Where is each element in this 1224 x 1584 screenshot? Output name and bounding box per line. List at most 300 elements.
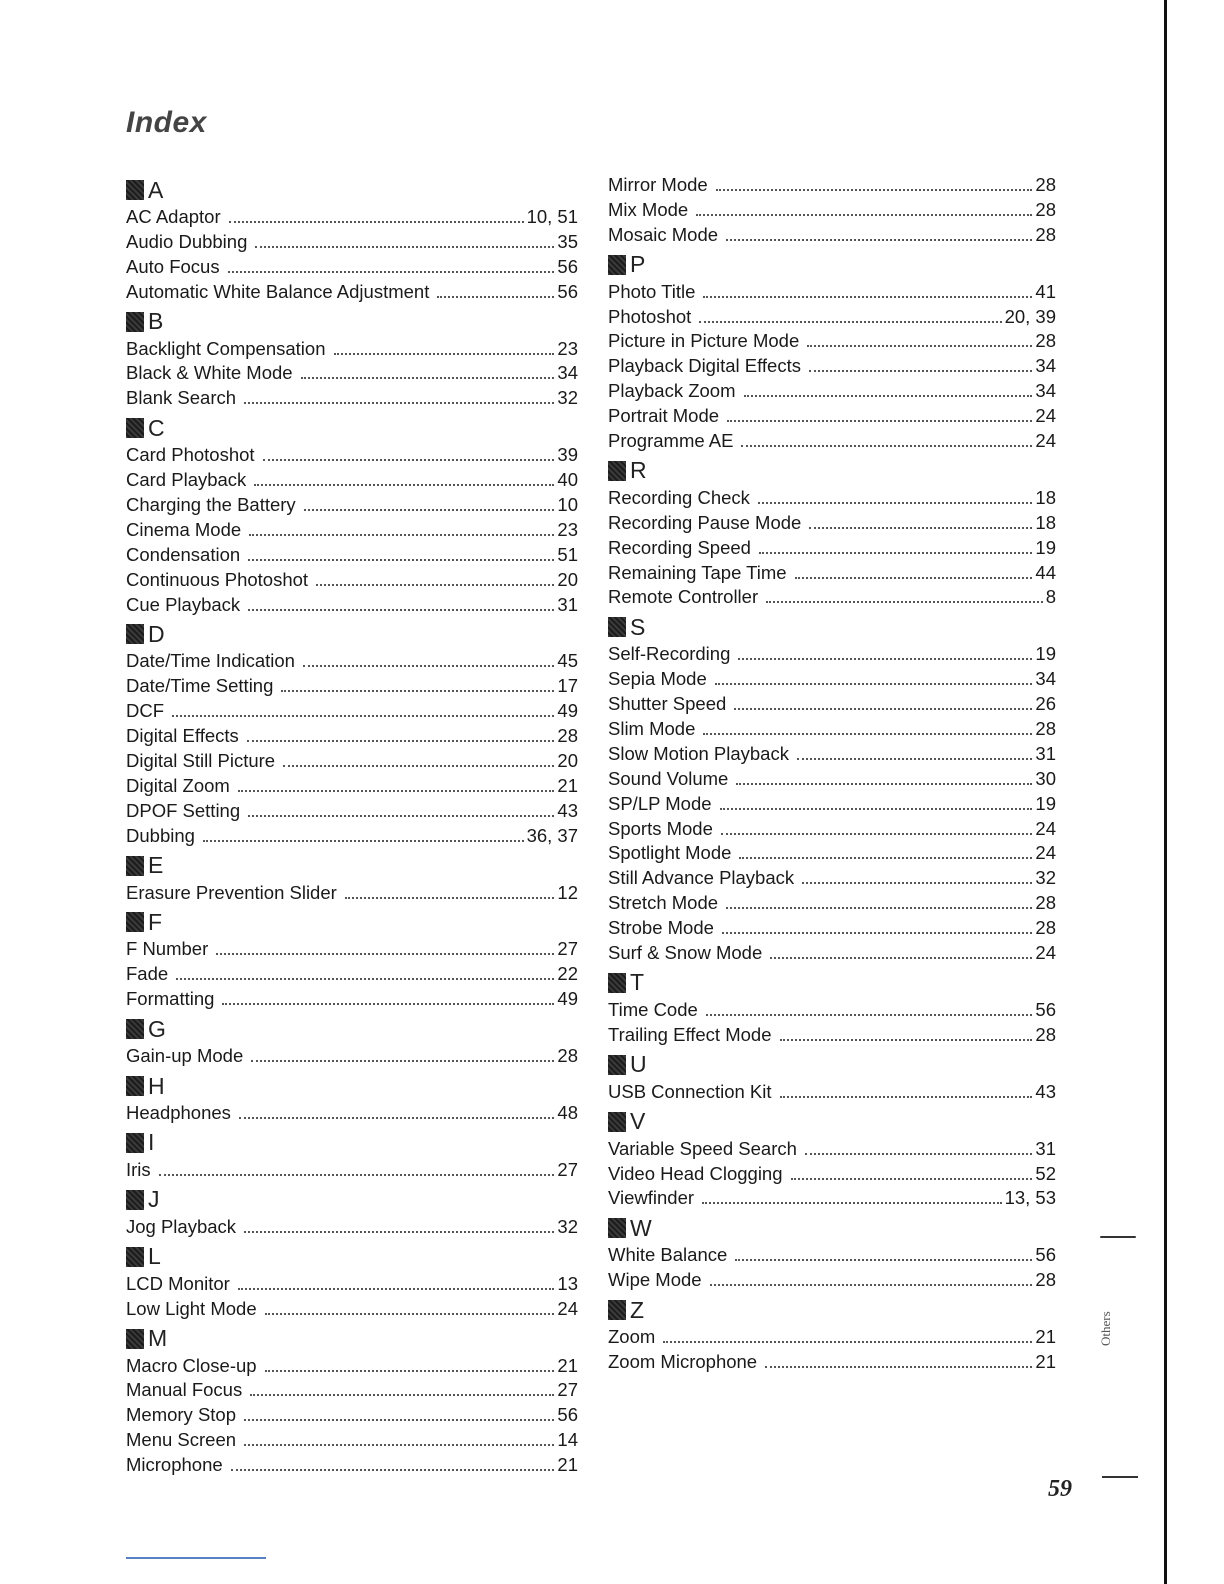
entry-page-ref: 36, 37 <box>526 824 578 846</box>
entry-term: Remote Controller <box>608 586 759 608</box>
index-entry <box>608 1187 1056 1212</box>
section-letter-heading <box>126 1127 578 1159</box>
entry-term: Photoshot <box>608 305 692 327</box>
index-entry <box>126 1355 578 1380</box>
dot-leader <box>770 957 1032 959</box>
entry-page-ref: 24 <box>1035 842 1056 864</box>
entry-page-ref: 24 <box>1035 430 1056 452</box>
entry-term: SP/LP Mode <box>608 792 712 814</box>
entry-page-ref: 30 <box>1035 767 1056 789</box>
entry-page-ref: 19 <box>1035 643 1056 665</box>
entry-page-ref: 43 <box>557 799 578 821</box>
section-letter: M <box>148 1325 168 1351</box>
dot-leader <box>244 1231 554 1233</box>
dot-leader <box>265 1313 555 1315</box>
entry-page-ref: 35 <box>557 230 578 252</box>
entry-page-ref: 34 <box>1035 668 1056 690</box>
entry-term: Surf & Snow Mode <box>608 942 763 964</box>
entry-page-ref: 24 <box>557 1297 578 1319</box>
index-entry <box>126 825 578 850</box>
entry-page-ref: 31 <box>557 593 578 615</box>
entry-page-ref: 26 <box>1035 693 1056 715</box>
entry-page-ref: 27 <box>557 1379 578 1401</box>
entry-page-ref: 56 <box>557 255 578 277</box>
entry-term: Headphones <box>126 1102 231 1124</box>
dot-leader <box>735 1259 1032 1261</box>
entry-term: Recording Check <box>608 486 750 508</box>
index-entry <box>126 882 578 907</box>
dot-leader <box>702 1202 1002 1204</box>
index-entry <box>608 793 1056 818</box>
entry-page-ref: 21 <box>557 1454 578 1476</box>
dot-leader <box>722 932 1032 934</box>
index-section <box>126 174 578 306</box>
section-letter-heading <box>608 611 1056 643</box>
entry-term: Recording Pause Mode <box>608 511 802 533</box>
dot-leader <box>716 189 1033 191</box>
index-entry <box>126 387 578 412</box>
index-entry <box>608 199 1056 224</box>
dot-leader <box>721 833 1033 835</box>
dot-leader <box>255 246 554 248</box>
entry-term: Backlight Compensation <box>126 337 326 359</box>
dot-leader <box>265 1370 555 1372</box>
index-entry <box>608 999 1056 1024</box>
entry-page-ref: 20 <box>557 568 578 590</box>
entry-term: Auto Focus <box>126 255 220 277</box>
section-letter: H <box>148 1072 165 1099</box>
index-entry <box>608 718 1056 743</box>
section-letter-heading <box>126 1013 578 1045</box>
letter-marker-icon <box>126 912 144 932</box>
section-letter-heading <box>608 1212 1056 1244</box>
entry-page-ref: 31 <box>1035 742 1056 764</box>
entry-page-ref: 52 <box>1035 1162 1056 1184</box>
index-entry <box>126 281 578 306</box>
entry-term: Spotlight Mode <box>608 842 732 864</box>
entry-term: Cue Playback <box>126 593 241 615</box>
index-entry <box>608 1138 1056 1163</box>
index-entry <box>126 594 578 619</box>
section-letter: Z <box>630 1296 645 1323</box>
entry-term: AC Adaptor <box>126 206 221 227</box>
entry-term: Stretch Mode <box>608 892 719 914</box>
entry-page-ref: 40 <box>557 469 578 491</box>
index-entry <box>608 1163 1056 1188</box>
entry-term: Recording Speed <box>608 536 751 558</box>
section-letter-heading <box>126 618 578 650</box>
entry-term: Blank Search <box>126 387 237 409</box>
letter-marker-icon <box>126 856 144 876</box>
index-entry <box>126 775 578 800</box>
entry-term: Zoom <box>608 1326 656 1348</box>
index-entry <box>608 380 1056 405</box>
dot-leader <box>809 527 1032 529</box>
section-letter-heading <box>126 850 578 882</box>
entry-term: Memory Stop <box>126 1404 237 1426</box>
letter-marker-icon <box>126 312 144 332</box>
dot-leader <box>766 601 1043 603</box>
index-entry <box>608 430 1056 455</box>
entry-page-ref: 23 <box>557 518 578 540</box>
entry-term: Formatting <box>126 988 215 1010</box>
letter-marker-icon <box>126 1329 144 1349</box>
entry-term: Card Playback <box>126 469 247 491</box>
section-letter: P <box>630 251 646 278</box>
index-entry <box>608 512 1056 537</box>
entry-page-ref: 18 <box>1035 511 1056 533</box>
dot-leader <box>797 758 1032 760</box>
index-section <box>608 249 1056 455</box>
dot-leader <box>238 790 555 792</box>
entry-page-ref: 22 <box>557 963 578 985</box>
entry-page-ref: 24 <box>1035 405 1056 427</box>
entry-term: USB Connection Kit <box>608 1080 772 1102</box>
entry-page-ref: 56 <box>1035 1244 1056 1266</box>
section-tab-bottom-bracket <box>1102 1476 1138 1478</box>
index-entry <box>608 487 1056 512</box>
entry-term: Playback Digital Effects <box>608 355 801 377</box>
entry-term: Digital Still Picture <box>126 750 276 772</box>
index-entry <box>126 1379 578 1404</box>
entry-term: Date/Time Setting <box>126 675 274 697</box>
index-entry <box>608 693 1056 718</box>
index-entry <box>608 586 1056 611</box>
dot-leader <box>726 907 1032 909</box>
index-entry <box>126 938 578 963</box>
entry-term: Low Light Mode <box>126 1297 257 1319</box>
dot-leader <box>203 840 524 842</box>
index-entry <box>126 1429 578 1454</box>
dot-leader <box>703 296 1032 298</box>
entry-page-ref: 31 <box>1035 1137 1056 1159</box>
entry-page-ref: 21 <box>1035 1350 1056 1372</box>
entry-page-ref: 34 <box>1035 380 1056 402</box>
dot-leader <box>250 1394 554 1396</box>
entry-term: Sports Mode <box>608 817 713 839</box>
dot-leader <box>706 1014 1033 1016</box>
dot-leader <box>244 402 554 404</box>
entry-term: Iris <box>126 1158 151 1180</box>
dot-leader <box>727 420 1032 422</box>
section-letter: G <box>148 1015 166 1042</box>
entry-term: Mosaic Mode <box>608 223 719 245</box>
entry-page-ref: 20 <box>557 750 578 772</box>
index-entry <box>126 650 578 675</box>
entry-page-ref: 44 <box>1035 561 1056 583</box>
section-tab-top-bracket <box>1100 1236 1136 1238</box>
entry-term: Mirror Mode <box>608 174 708 195</box>
index-entry <box>126 569 578 594</box>
dot-leader <box>345 897 555 899</box>
index-entry <box>608 643 1056 668</box>
letter-marker-icon <box>126 418 144 438</box>
index-entry <box>608 1081 1056 1106</box>
entry-term: Jog Playback <box>126 1215 237 1237</box>
index-entry <box>608 842 1056 867</box>
letter-marker-icon <box>126 624 144 644</box>
index-section <box>608 1106 1056 1213</box>
index-entry <box>126 988 578 1013</box>
dot-leader <box>229 221 524 223</box>
entry-term: Picture in Picture Mode <box>608 330 800 352</box>
section-letter-heading <box>608 249 1056 281</box>
entry-page-ref: 39 <box>557 444 578 466</box>
section-letter: S <box>630 613 646 640</box>
section-letter: A <box>148 176 164 203</box>
section-letter: W <box>630 1214 652 1241</box>
dot-leader <box>222 1003 554 1005</box>
dot-leader <box>247 740 555 742</box>
dot-leader <box>703 733 1032 735</box>
entry-term: Microphone <box>126 1454 223 1476</box>
letter-marker-icon <box>608 617 626 637</box>
entry-term: Time Code <box>608 998 698 1020</box>
dot-leader <box>741 445 1032 447</box>
entry-term: Audio Dubbing <box>126 230 248 252</box>
entry-page-ref: 28 <box>1035 1269 1056 1291</box>
index-entry <box>608 355 1056 380</box>
section-letter-heading <box>608 1049 1056 1081</box>
entry-term: Viewfinder <box>608 1187 695 1209</box>
entry-term: White Balance <box>608 1244 728 1266</box>
dot-leader <box>739 857 1032 859</box>
letter-marker-icon <box>608 1218 626 1238</box>
index-entry <box>608 537 1056 562</box>
entry-term: DPOF Setting <box>126 799 241 821</box>
entry-page-ref: 28 <box>1035 718 1056 740</box>
entry-page-ref: 24 <box>1035 817 1056 839</box>
index-entry <box>608 562 1056 587</box>
section-letter: J <box>148 1186 160 1213</box>
dot-leader <box>304 509 555 511</box>
entry-page-ref: 19 <box>1035 536 1056 558</box>
section-tab-label: Others <box>1098 1311 1113 1346</box>
section-letter-heading <box>126 1184 578 1216</box>
entry-page-ref: 32 <box>557 387 578 409</box>
section-letter-heading <box>126 1241 578 1273</box>
dot-leader <box>795 577 1033 579</box>
index-section <box>126 1013 578 1070</box>
entry-page-ref: 56 <box>557 280 578 302</box>
entry-term: Shutter Speed <box>608 693 727 715</box>
letter-marker-icon <box>608 1055 626 1075</box>
dot-leader <box>809 370 1032 372</box>
entry-term: Date/Time Indication <box>126 650 295 672</box>
section-letter: U <box>630 1051 647 1078</box>
entry-page-ref: 34 <box>557 362 578 384</box>
letter-marker-icon <box>608 461 626 481</box>
dot-leader <box>744 395 1033 397</box>
entry-term: Strobe Mode <box>608 917 714 939</box>
index-entry <box>608 1351 1056 1376</box>
dot-leader <box>239 1117 555 1119</box>
index-section <box>126 1241 578 1323</box>
index-entry <box>126 544 578 569</box>
dot-leader <box>159 1174 555 1176</box>
page-edge-rule <box>1164 0 1167 1584</box>
dot-leader <box>802 882 1032 884</box>
entry-term: Photo Title <box>608 280 696 302</box>
section-letter-heading <box>126 906 578 938</box>
entry-term: Continuous Photoshot <box>126 568 309 590</box>
index-section <box>608 611 1056 967</box>
index-column-right <box>608 174 1056 1376</box>
index-entry <box>126 1298 578 1323</box>
entry-page-ref: 43 <box>1035 1080 1056 1102</box>
entry-term: Erasure Prevention Slider <box>126 881 337 903</box>
index-entry <box>608 174 1056 199</box>
index-section <box>126 850 578 907</box>
letter-marker-icon <box>608 255 626 275</box>
entry-page-ref: 34 <box>1035 355 1056 377</box>
index-entry <box>126 1216 578 1241</box>
index-entry <box>608 405 1056 430</box>
index-section <box>608 967 1056 1049</box>
entry-page-ref: 8 <box>1045 586 1056 608</box>
index-entry <box>608 668 1056 693</box>
dot-leader <box>248 609 554 611</box>
index-section <box>608 1049 1056 1106</box>
index-section <box>608 1294 1056 1376</box>
section-letter-heading <box>608 967 1056 999</box>
entry-page-ref: 27 <box>557 1158 578 1180</box>
index-entry <box>126 231 578 256</box>
entry-page-ref: 12 <box>557 881 578 903</box>
letter-marker-icon <box>126 180 144 200</box>
entry-page-ref: 28 <box>1035 1023 1056 1045</box>
section-letter: T <box>630 969 645 996</box>
section-letter-heading <box>608 1294 1056 1326</box>
entry-page-ref: 28 <box>1035 330 1056 352</box>
index-entry <box>608 743 1056 768</box>
entry-term: Manual Focus <box>126 1379 243 1401</box>
entry-term: Sepia Mode <box>608 668 707 690</box>
entry-term: Dubbing <box>126 824 195 846</box>
entry-page-ref: 28 <box>1035 223 1056 245</box>
index-section <box>608 174 1056 249</box>
dot-leader <box>281 690 554 692</box>
entry-term: Card Photoshot <box>126 444 255 466</box>
dot-leader <box>765 1366 1032 1368</box>
entry-page-ref: 48 <box>557 1102 578 1124</box>
index-entry <box>608 768 1056 793</box>
letter-marker-icon <box>126 1076 144 1096</box>
letter-marker-icon <box>126 1019 144 1039</box>
letter-marker-icon <box>608 1112 626 1132</box>
dot-leader <box>715 683 1033 685</box>
entry-term: Sound Volume <box>608 767 729 789</box>
index-column-left <box>126 174 578 1479</box>
section-letter: R <box>630 457 647 484</box>
dot-leader <box>726 239 1032 241</box>
dot-leader <box>248 815 554 817</box>
entry-term: Digital Effects <box>126 725 239 747</box>
entry-term: Black & White Mode <box>126 362 293 384</box>
index-entry <box>608 1024 1056 1049</box>
entry-term: DCF <box>126 700 165 722</box>
entry-term: Fade <box>126 963 169 985</box>
dot-leader <box>263 459 555 461</box>
entry-page-ref: 24 <box>1035 942 1056 964</box>
entry-term: Automatic White Balance Adjustment <box>126 280 430 302</box>
entry-page-ref: 32 <box>557 1215 578 1237</box>
dot-leader <box>759 552 1032 554</box>
entry-term: F Number <box>126 938 209 960</box>
dot-leader <box>738 658 1032 660</box>
index-entry <box>608 818 1056 843</box>
dot-leader <box>710 1284 1033 1286</box>
dot-leader <box>780 1039 1033 1041</box>
index-entry <box>126 963 578 988</box>
entry-page-ref: 13 <box>557 1272 578 1294</box>
dot-leader <box>231 1469 555 1471</box>
entry-term: Variable Speed Search <box>608 1137 797 1159</box>
entry-page-ref: 18 <box>1035 486 1056 508</box>
section-letter: D <box>148 620 165 647</box>
entry-term: Trailing Effect Mode <box>608 1023 772 1045</box>
dot-leader <box>254 484 554 486</box>
dot-leader <box>249 534 554 536</box>
entry-page-ref: 28 <box>1035 892 1056 914</box>
index-entry <box>608 917 1056 942</box>
entry-page-ref: 21 <box>557 774 578 796</box>
entry-page-ref: 28 <box>1035 917 1056 939</box>
entry-term: Condensation <box>126 543 241 565</box>
dot-leader <box>176 978 554 980</box>
entry-term: LCD Monitor <box>126 1272 230 1294</box>
section-letter-heading <box>126 412 578 444</box>
entry-term: Still Advance Playback <box>608 867 795 889</box>
index-section <box>126 412 578 618</box>
dot-leader <box>316 584 554 586</box>
index-entry <box>126 519 578 544</box>
section-letter-heading <box>126 1070 578 1102</box>
entry-page-ref: 28 <box>1035 198 1056 220</box>
index-entry <box>608 306 1056 331</box>
entry-page-ref: 41 <box>1035 280 1056 302</box>
dot-leader <box>720 808 1033 810</box>
page-number: 59 <box>1048 1476 1072 1502</box>
index-entry <box>608 224 1056 249</box>
entry-page-ref: 49 <box>557 700 578 722</box>
index-entry <box>126 256 578 281</box>
entry-page-ref: 56 <box>1035 998 1056 1020</box>
entry-term: Playback Zoom <box>608 380 736 402</box>
entry-page-ref: 10, 51 <box>526 206 578 227</box>
entry-term: Slow Motion Playback <box>608 742 789 764</box>
entry-term: Slim Mode <box>608 718 696 740</box>
dot-leader <box>172 715 554 717</box>
page-title: Index <box>126 106 207 139</box>
dot-leader <box>251 1060 554 1062</box>
entry-page-ref: 23 <box>557 337 578 359</box>
entry-page-ref: 28 <box>557 1045 578 1067</box>
section-letter-heading <box>126 306 578 338</box>
entry-term: Programme AE <box>608 430 734 452</box>
dot-leader <box>696 214 1032 216</box>
index-entry <box>126 1045 578 1070</box>
index-entry <box>126 1102 578 1127</box>
index-entry <box>608 1269 1056 1294</box>
entry-term: Video Head Clogging <box>608 1162 783 1184</box>
entry-page-ref: 51 <box>557 543 578 565</box>
entry-page-ref: 21 <box>557 1354 578 1376</box>
entry-term: Digital Zoom <box>126 774 230 796</box>
index-section <box>126 1127 578 1184</box>
dot-leader <box>228 271 555 273</box>
entry-page-ref: 49 <box>557 988 578 1010</box>
